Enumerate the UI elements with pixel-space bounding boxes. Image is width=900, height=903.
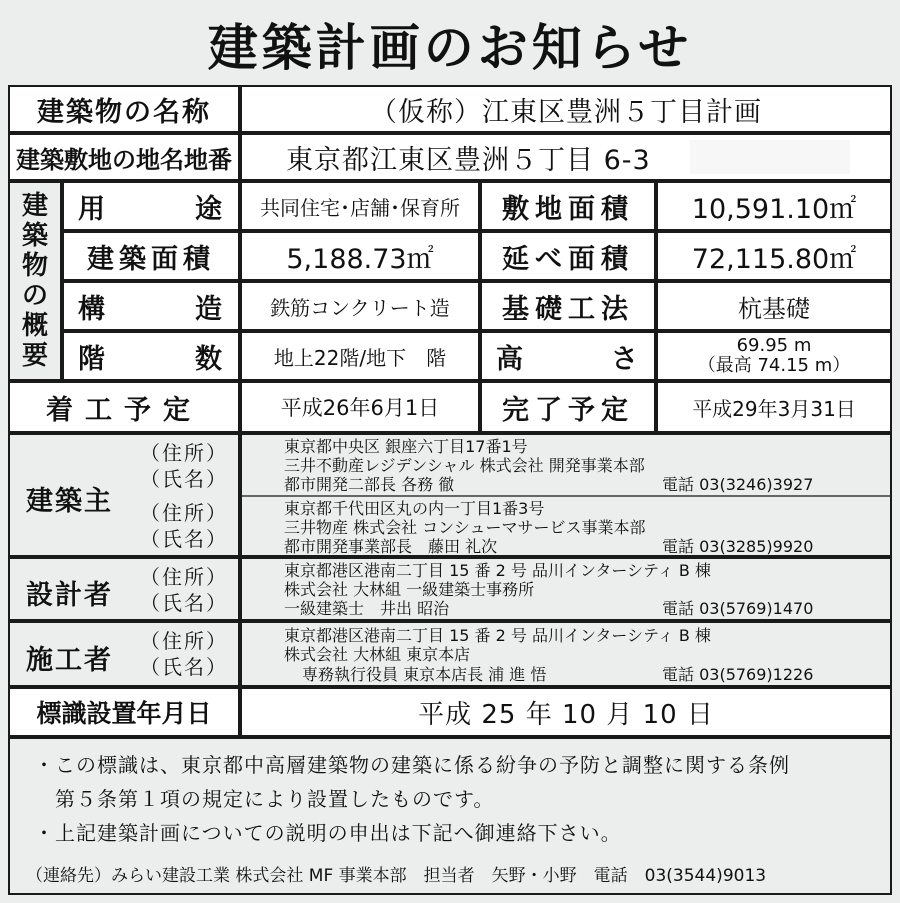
- finish-value: 平成29年3月31日: [656, 381, 892, 433]
- owner2-representative: 都市開発事業部長 藤田 礼次: [284, 537, 498, 556]
- designer-address: 東京都港区港南二丁目 15 番 2 号 品川インターシティ B 棟: [284, 561, 711, 580]
- contractor-company: 株式会社 大林組 東京本店: [284, 645, 471, 664]
- use-value: 共同住宅･店舗･保育所: [240, 181, 480, 231]
- height-value-main: 69.95 m: [736, 335, 812, 356]
- notice-title: 建築計画のお知らせ: [207, 19, 693, 77]
- structure-label: [62, 281, 240, 331]
- height-label: [480, 331, 656, 381]
- foundation-value: 杭基礎: [656, 281, 892, 331]
- designer-company: 株式会社 大林組 一級建築士事務所: [284, 580, 535, 599]
- note-line: ・この標識は、東京都中高層建築物の建築に係る紛争の予防と調整に関する条例: [34, 753, 790, 777]
- height-label-char: 高: [496, 343, 525, 375]
- designer-label: 設計者: [26, 580, 113, 611]
- height-label-char: さ: [611, 343, 640, 375]
- overview-char: 物: [21, 251, 48, 281]
- floors-label: [62, 331, 240, 381]
- overview-char: 築: [21, 221, 48, 251]
- site-address-value: 東京都江東区豊洲５丁目 6-3: [240, 133, 892, 181]
- note-line: ・上記建築計画についての説明の申出は下記へ御連絡下さい。: [34, 821, 622, 845]
- address-caption: （住所）: [140, 629, 228, 653]
- structure-value: 鉄筋コンクリート造: [240, 281, 480, 331]
- note-line: 第５条第１項の規定により設置したものです。: [34, 787, 495, 811]
- building-area-value: 5,188.73㎡: [240, 231, 480, 281]
- floor-area-value: 72,115.80㎡: [656, 231, 892, 281]
- owner1-representative: 都市開発二部長 各務 徹: [284, 475, 455, 494]
- use-label-char: 用: [78, 193, 107, 225]
- contractor-address: 東京都港区港南二丁目 15 番 2 号 品川インターシティ B 棟: [284, 626, 711, 645]
- designer-details: [240, 557, 892, 621]
- designer-architect: 一級建築士 井出 昭治: [284, 599, 450, 618]
- owner-label-cell: [8, 433, 240, 557]
- height-value-max: （最高 74.15 m）: [697, 355, 851, 376]
- use-label-char: 途: [195, 193, 224, 225]
- name-caption: （氏名）: [140, 591, 228, 615]
- overview-group-label: [8, 181, 62, 381]
- designer-label-cell: [8, 557, 240, 621]
- contractor-phone: 電話 03(5769)1226: [662, 665, 814, 684]
- contractor-details: [240, 621, 892, 687]
- owner1-phone: 電話 03(3246)3927: [662, 475, 814, 494]
- overview-char: 要: [21, 341, 48, 371]
- contractor-label: 施工者: [26, 645, 113, 676]
- use-label: [62, 181, 240, 231]
- foundation-label: 基礎工法: [480, 281, 656, 331]
- contractor-representative: 専務執行役員 東京本店長 浦 進 悟: [302, 665, 547, 684]
- structure-label-char: 造: [195, 293, 224, 325]
- sign-date-label: 標識設置年月日: [8, 687, 240, 737]
- designer-phone: 電話 03(5769)1470: [662, 599, 814, 618]
- contact-line: （連絡先）みらい建設工業 株式会社 MF 事業本部 担当者 矢野・小野 電話 03(3544)9013: [26, 866, 767, 886]
- overview-char: 概: [21, 311, 48, 341]
- name-caption: （氏名）: [140, 467, 228, 491]
- address-caption: （住所）: [140, 501, 228, 525]
- owner-divider: [242, 495, 890, 497]
- site-address-label: 建築敷地の地名地番: [8, 133, 240, 181]
- owner-details: [240, 433, 892, 557]
- site-area-value: 10,591.10㎡: [656, 181, 892, 231]
- floors-value: 地上22階/地下 階: [240, 331, 480, 381]
- owner-label: 建築主: [26, 486, 113, 517]
- overview-char: 建: [21, 191, 48, 221]
- overview-char: の: [21, 281, 48, 311]
- building-area-label: 建築面積: [62, 231, 240, 281]
- start-label: 着工予定: [8, 381, 240, 433]
- height-value: [656, 331, 892, 381]
- redaction-block: [690, 140, 850, 174]
- floors-label-char: 階: [78, 343, 107, 375]
- sign-date-value: 平成 25 年 10 月 10 日: [240, 687, 892, 737]
- owner2-phone: 電話 03(3285)9920: [662, 537, 814, 556]
- start-value: 平成26年6月1日: [240, 381, 480, 433]
- building-name-value: （仮称）江東区豊洲５丁目計画: [240, 85, 892, 133]
- address-caption: （住所）: [140, 441, 228, 465]
- name-caption: （氏名）: [140, 527, 228, 551]
- address-caption: （住所）: [140, 565, 228, 589]
- contractor-label-cell: [8, 621, 240, 687]
- name-caption: （氏名）: [140, 655, 228, 679]
- owner2-company: 三井物産 株式会社 コンシューマサービス事業本部: [284, 518, 646, 537]
- owner2-address: 東京都千代田区丸の内一丁目1番3号: [284, 499, 545, 518]
- floor-area-label: 延べ面積: [480, 231, 656, 281]
- notes-box: [8, 737, 892, 895]
- owner1-address: 東京都中央区 銀座六丁目17番1号: [284, 437, 528, 456]
- structure-label-char: 構: [78, 293, 107, 325]
- owner1-company: 三井不動産レジデンシャル 株式会社 開発事業本部: [284, 456, 645, 475]
- building-name-label: 建築物の名称: [8, 85, 240, 133]
- finish-label: 完了予定: [480, 381, 656, 433]
- floors-label-char: 数: [195, 343, 224, 375]
- site-area-label: 敷地面積: [480, 181, 656, 231]
